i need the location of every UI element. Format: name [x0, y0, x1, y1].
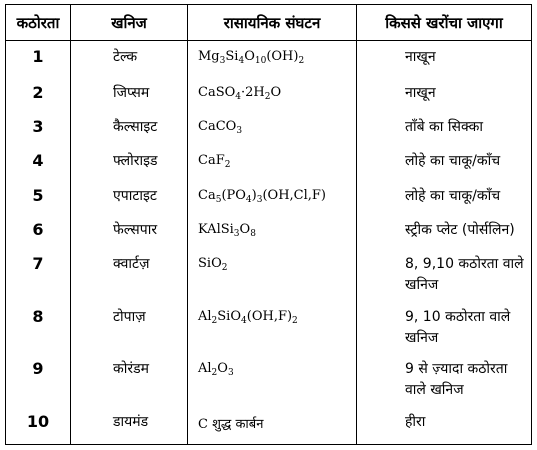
scratched-by-line: ताँबे का सिक्का: [405, 119, 483, 136]
header-hardness: कठोरता: [6, 5, 71, 41]
scratched-by-cell: [357, 41, 532, 77]
header-chemical-composition: रासायनिक संघटन: [188, 5, 357, 41]
scratched-by-line: खनिज: [405, 329, 439, 346]
scratched-by-cell: [357, 111, 532, 145]
formula-cell: C शुद्ध कार्बन: [188, 406, 357, 445]
formula-cell: SiO$_2$: [188, 248, 357, 301]
header-row: [6, 5, 532, 41]
mineral-cell: डायमंड: [71, 406, 188, 445]
scratched-by-cell: [357, 214, 532, 248]
scratched-by-line: नाखून: [405, 49, 436, 65]
table-row: [6, 77, 532, 111]
formula-cell: $Al_2O_3$: [188, 353, 357, 406]
hardness-cell: 4: [6, 145, 71, 179]
mohs-hardness-table: [5, 4, 532, 445]
table-row: [6, 248, 532, 301]
mineral-cell: फ्लोराइड: [71, 145, 188, 179]
table-row: [6, 301, 532, 354]
table-row: [6, 406, 532, 445]
formula-cell: CaF$_2$: [188, 145, 357, 179]
scratched-by-cell: [357, 180, 532, 214]
scratched-by-cell: [357, 248, 532, 301]
mineral-cell: कैल्साइट: [71, 111, 188, 145]
scratched-by-cell: [357, 353, 532, 406]
scratched-by-line: लोहे का चाकू/काँच: [405, 153, 501, 170]
hardness-cell: 9: [6, 353, 71, 406]
hardness-cell: 6: [6, 214, 71, 248]
scratched-by-line: 9 से ज़्यादा कठोरता: [405, 361, 508, 378]
hardness-cell: 3: [6, 111, 71, 145]
table-row: [6, 41, 532, 77]
scratched-by-cell: [357, 145, 532, 179]
header-scratched-by: किससे खरोंचा जाएगा: [357, 5, 532, 41]
mineral-cell: टोपाज़: [71, 301, 188, 354]
scratched-by-line: 8, 9,10 कठोरता वाले: [405, 256, 524, 273]
mineral-cell: क्वार्टज़: [71, 248, 188, 301]
scratched-by-cell: [357, 301, 532, 354]
hardness-cell: 2: [6, 77, 71, 111]
table-row: [6, 145, 532, 179]
mineral-cell: जिप्सम: [71, 77, 188, 111]
formula-cell: $KAlSi_3O_8$: [188, 214, 357, 248]
formula-cell: $Al_2SiO_4(OH,F)_2$: [188, 301, 357, 354]
mineral-cell: टेल्क: [71, 41, 188, 77]
table-row: [6, 214, 532, 248]
formula-cell: $CaSO_4\cdot 2H_2O$: [188, 77, 357, 111]
hardness-cell: 7: [6, 248, 71, 301]
scratched-by-line: खनिज: [405, 277, 439, 294]
table-row: [6, 111, 532, 145]
hardness-cell: 5: [6, 180, 71, 214]
scratched-by-cell: [357, 77, 532, 111]
mineral-cell: कोरंडम: [71, 353, 188, 406]
hardness-cell: 1: [6, 41, 71, 77]
table-body: [6, 41, 532, 445]
scratched-by-line: नाखून: [405, 84, 436, 101]
header-mineral: खनिज: [71, 5, 188, 41]
scratched-by-line: 9, 10 कठोरता वाले: [405, 308, 511, 325]
scratched-by-line: वाले खनिज: [405, 382, 464, 399]
mineral-cell: एपाटाइट: [71, 180, 188, 214]
scratched-by-line: हीरा: [405, 413, 426, 430]
mineral-cell: फेल्सपार: [71, 214, 188, 248]
scratched-by-line: स्ट्रीक प्लेट (पोर्सलिन): [405, 222, 515, 239]
hardness-cell: 10: [6, 406, 71, 445]
formula-cell: $Mg_3Si_4O_{10}(OH)_2$: [188, 41, 357, 77]
formula-cell: $Ca_5(PO_4)_3(OH,Cl,F)$: [188, 180, 357, 214]
scratched-by-line: लोहे का चाकू/काँच: [405, 187, 501, 204]
formula-cell: CaCO$_3$: [188, 111, 357, 145]
table-row: [6, 180, 532, 214]
hardness-cell: 8: [6, 301, 71, 354]
table-row: [6, 353, 532, 406]
scratched-by-cell: [357, 406, 532, 445]
